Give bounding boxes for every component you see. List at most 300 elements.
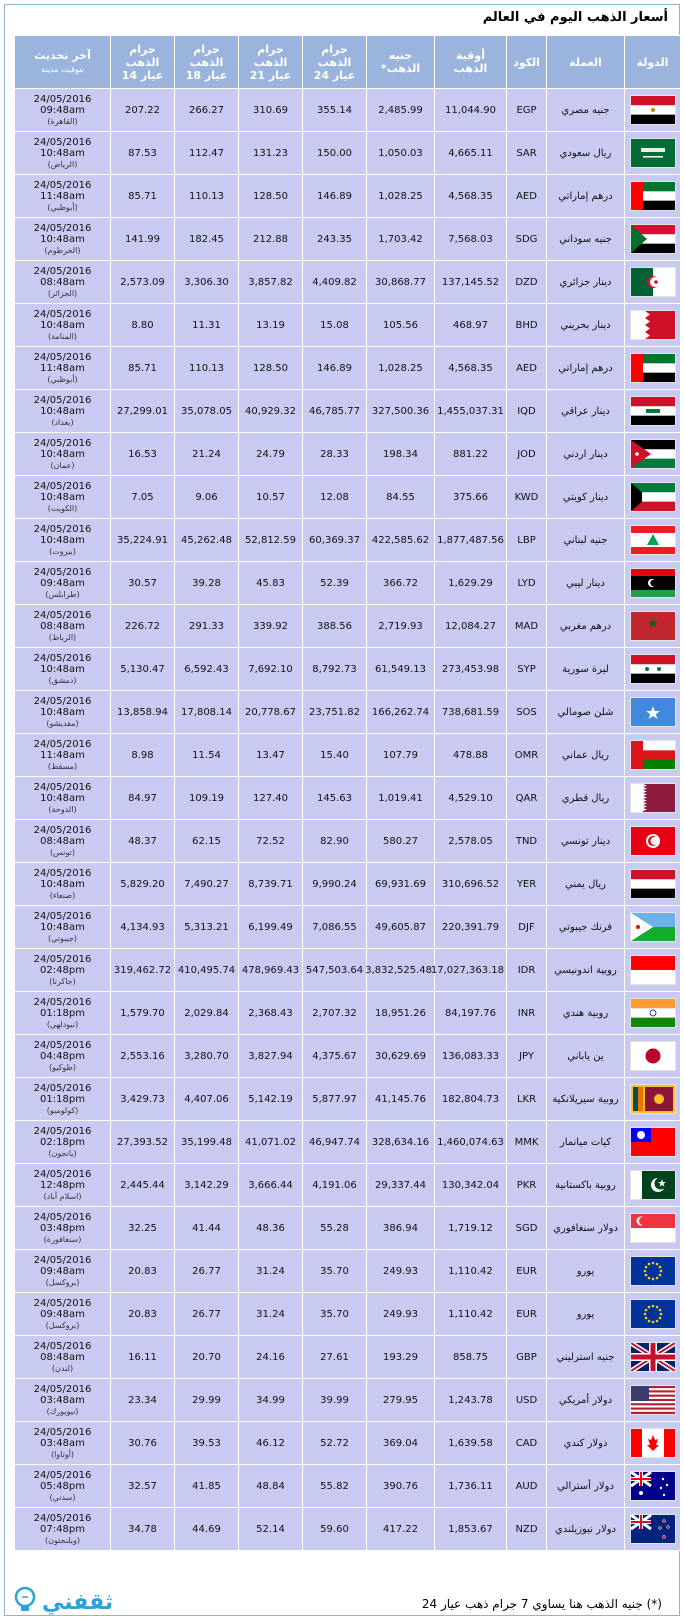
currency-code: OMR: [507, 734, 547, 777]
update-date: 24/05/2016: [33, 1125, 92, 1137]
gram-21-price: 52.14: [239, 1508, 303, 1551]
gram-18-price: 26.77: [175, 1293, 239, 1336]
gram-24-price: 52.72: [303, 1422, 367, 1465]
update-date: 24/05/2016: [33, 1383, 92, 1395]
currency-name: جنيه استرليني: [547, 1336, 625, 1379]
last-update-cell: [15, 433, 111, 476]
gram-24-price: 7,086.55: [303, 906, 367, 949]
ounce-price: 375.66: [435, 476, 507, 519]
gram-21-price: 2,368.43: [239, 992, 303, 1035]
update-date: 24/05/2016: [33, 222, 92, 234]
ounce-price: 1,877,487.56: [435, 519, 507, 562]
gram-14-price: 319,462.72: [111, 949, 175, 992]
country-flag-cell: [625, 605, 681, 648]
tunisia-flag-icon: [630, 826, 676, 856]
gram-14-price: 141.99: [111, 218, 175, 261]
ounce-price: 1,629.29: [435, 562, 507, 605]
header-gram-24: [303, 36, 367, 89]
gram-24-price: 15.40: [303, 734, 367, 777]
last-update-cell: [15, 1121, 111, 1164]
pound-price: 193.29: [367, 1336, 435, 1379]
currency-code: SGD: [507, 1207, 547, 1250]
update-city: (جيبوتي): [47, 933, 78, 943]
singapore-flag-icon: [630, 1213, 676, 1243]
last-update-cell: [15, 1293, 111, 1336]
gram-14-price: 1,579.70: [111, 992, 175, 1035]
update-city: (مقديشو): [46, 718, 79, 728]
currency-name: دولار أسترالي: [547, 1465, 625, 1508]
currency-code: LBP: [507, 519, 547, 562]
header-g21-l2: الذهب: [253, 55, 288, 69]
update-time: 07:48pm: [40, 1523, 85, 1535]
ounce-price: 1,455,037.31: [435, 390, 507, 433]
currency-code: DJF: [507, 906, 547, 949]
country-flag-cell: [625, 1422, 681, 1465]
table-row: [15, 648, 681, 691]
gram-24-price: 547,503.64: [303, 949, 367, 992]
australia-flag-icon: [630, 1471, 676, 1501]
ounce-price: 84,197.76: [435, 992, 507, 1035]
currency-name: يورو: [547, 1250, 625, 1293]
gram-21-price: 3,857.82: [239, 261, 303, 304]
update-time: 10:48am: [40, 706, 85, 718]
country-flag-cell: [625, 1207, 681, 1250]
gram-14-price: 34.78: [111, 1508, 175, 1551]
currency-code: EGP: [507, 89, 547, 132]
gram-14-price: 13,858.94: [111, 691, 175, 734]
update-city: (الخرطوم): [44, 245, 81, 255]
last-update-cell: [15, 992, 111, 1035]
ounce-price: 1,639.58: [435, 1422, 507, 1465]
header-gram-18: [175, 36, 239, 89]
pound-price: 249.93: [367, 1250, 435, 1293]
update-date: 24/05/2016: [33, 824, 92, 836]
ounce-price: 4,665.11: [435, 132, 507, 175]
pound-price: 417.22: [367, 1508, 435, 1551]
update-time: 01:18pm: [40, 1093, 85, 1105]
ounce-price: 1,243.78: [435, 1379, 507, 1422]
ounce-price: 1,110.42: [435, 1293, 507, 1336]
somalia-flag-icon: [630, 697, 676, 727]
table-row: [15, 1293, 681, 1336]
currency-name: دينار تونسي: [547, 820, 625, 863]
gram-24-price: 27.61: [303, 1336, 367, 1379]
gram-14-price: 85.71: [111, 175, 175, 218]
usa-flag-icon: [630, 1385, 676, 1415]
gram-18-price: 21.24: [175, 433, 239, 476]
uk-flag-icon: [630, 1342, 676, 1372]
update-city: (مسقط): [47, 761, 78, 771]
pound-price: 84.55: [367, 476, 435, 519]
gram-21-price: 127.40: [239, 777, 303, 820]
gram-14-price: 23.34: [111, 1379, 175, 1422]
gram-21-price: 5,142.19: [239, 1078, 303, 1121]
gram-18-price: 26.77: [175, 1250, 239, 1293]
update-city: (نيويورك): [46, 1406, 79, 1416]
update-time: 10:48am: [40, 921, 85, 933]
update-time: 10:48am: [40, 534, 85, 546]
currency-code: MMK: [507, 1121, 547, 1164]
update-city: (الرياض): [47, 159, 78, 169]
table-row: [15, 519, 681, 562]
ounce-price: 881.22: [435, 433, 507, 476]
update-time: 02:48pm: [40, 964, 85, 976]
country-flag-cell: [625, 1078, 681, 1121]
update-time: 11:48am: [40, 749, 85, 761]
update-date: 24/05/2016: [33, 265, 92, 277]
update-time: 02:18pm: [40, 1136, 85, 1148]
last-update-cell: [15, 89, 111, 132]
country-flag-cell: [625, 949, 681, 992]
gram-14-price: 27,393.52: [111, 1121, 175, 1164]
gram-21-price: 13.19: [239, 304, 303, 347]
update-time: 10:48am: [40, 878, 85, 890]
algeria-flag-icon: [630, 267, 676, 297]
currency-code: KWD: [507, 476, 547, 519]
country-flag-cell: [625, 1379, 681, 1422]
gram-21-price: 48.36: [239, 1207, 303, 1250]
gram-14-price: 20.83: [111, 1250, 175, 1293]
sudan-flag-icon: [630, 224, 676, 254]
update-city: (صنعاء): [49, 890, 76, 900]
gram-24-price: 55.28: [303, 1207, 367, 1250]
ounce-price: 220,391.79: [435, 906, 507, 949]
header-g21-l3: عيار 21: [249, 68, 292, 82]
table-row: [15, 175, 681, 218]
gram-24-price: 28.33: [303, 433, 367, 476]
pound-price: 327,500.36: [367, 390, 435, 433]
currency-code: AED: [507, 347, 547, 390]
gram-21-price: 41,071.02: [239, 1121, 303, 1164]
currency-name: روبية سيريلانكية: [547, 1078, 625, 1121]
currency-code: IDR: [507, 949, 547, 992]
gram-21-price: 10.57: [239, 476, 303, 519]
ounce-price: 1,460,074.63: [435, 1121, 507, 1164]
currency-code: DZD: [507, 261, 547, 304]
currency-code: JPY: [507, 1035, 547, 1078]
pound-price: 69,931.69: [367, 863, 435, 906]
update-city: (سدني): [49, 1492, 76, 1502]
gram-14-price: 7.05: [111, 476, 175, 519]
pound-price: 61,549.13: [367, 648, 435, 691]
update-city: (نيودلهي): [46, 1019, 79, 1029]
header-update-l1: آخر تحديث: [34, 48, 91, 62]
gram-24-price: 59.60: [303, 1508, 367, 1551]
country-flag-cell: [625, 1508, 681, 1551]
gram-18-price: 5,313.21: [175, 906, 239, 949]
last-update-cell: [15, 691, 111, 734]
header-g14-l3: عيار 14: [121, 68, 164, 82]
currency-code: AED: [507, 175, 547, 218]
update-city: (يانجون): [48, 1148, 77, 1158]
update-time: 01:18pm: [40, 1007, 85, 1019]
update-date: 24/05/2016: [33, 1211, 92, 1223]
update-city: (المنامة): [48, 331, 77, 341]
pound-price: 328,634.16: [367, 1121, 435, 1164]
country-flag-cell: [625, 390, 681, 433]
currency-name: ريال قطري: [547, 777, 625, 820]
table-row: [15, 691, 681, 734]
currency-code: SOS: [507, 691, 547, 734]
update-city: (بروكسل): [45, 1277, 80, 1287]
gram-24-price: 52.39: [303, 562, 367, 605]
pound-price: 390.76: [367, 1465, 435, 1508]
update-time: 10:48am: [40, 491, 85, 503]
gram-14-price: 5,130.47: [111, 648, 175, 691]
update-city: (كولومبو): [46, 1105, 79, 1115]
gram-14-price: 16.53: [111, 433, 175, 476]
pound-price: 366.72: [367, 562, 435, 605]
update-time: 12:48pm: [40, 1179, 85, 1191]
indonesia-flag-icon: [630, 955, 676, 985]
update-city: (طرابلس): [45, 589, 80, 599]
srilanka-flag-icon: [630, 1084, 676, 1114]
gram-14-price: 16.11: [111, 1336, 175, 1379]
jordan-flag-icon: [630, 439, 676, 469]
gram-18-price: 182.45: [175, 218, 239, 261]
table-body: [15, 89, 681, 1551]
gram-24-price: 4,409.82: [303, 261, 367, 304]
pound-price: 580.27: [367, 820, 435, 863]
table-row: [15, 261, 681, 304]
last-update-cell: [15, 820, 111, 863]
update-date: 24/05/2016: [33, 1512, 92, 1524]
country-flag-cell: [625, 89, 681, 132]
table-row: [15, 390, 681, 433]
table-row: [15, 1465, 681, 1508]
gram-24-price: 12.08: [303, 476, 367, 519]
update-time: 11:48am: [40, 362, 85, 374]
ounce-price: 17,027,363.18: [435, 949, 507, 992]
gram-18-price: 112.47: [175, 132, 239, 175]
currency-name: ين ياباني: [547, 1035, 625, 1078]
pound-price: 369.04: [367, 1422, 435, 1465]
pound-price: 107.79: [367, 734, 435, 777]
last-update-cell: [15, 1336, 111, 1379]
update-time: 10:48am: [40, 663, 85, 675]
pound-price: 2,719.93: [367, 605, 435, 648]
gram-18-price: 35,199.48: [175, 1121, 239, 1164]
saudi-flag-icon: [630, 138, 676, 168]
gram-24-price: 146.89: [303, 175, 367, 218]
country-flag-cell: [625, 347, 681, 390]
currency-code: LKR: [507, 1078, 547, 1121]
update-date: 24/05/2016: [33, 93, 92, 105]
gram-24-price: 355.14: [303, 89, 367, 132]
table-header-row: [15, 36, 681, 89]
table-row: [15, 906, 681, 949]
ounce-price: 136,083.33: [435, 1035, 507, 1078]
currency-code: LYD: [507, 562, 547, 605]
update-date: 24/05/2016: [33, 179, 92, 191]
last-update-cell: [15, 519, 111, 562]
update-time: 10:48am: [40, 405, 85, 417]
logo-text: ثقفني: [42, 1589, 114, 1615]
update-date: 24/05/2016: [33, 996, 92, 1008]
gram-18-price: 410,495.74: [175, 949, 239, 992]
update-time: 10:48am: [40, 319, 85, 331]
gram-14-price: 2,573.09: [111, 261, 175, 304]
currency-name: ريال سعودي: [547, 132, 625, 175]
country-flag-cell: [625, 1035, 681, 1078]
gram-21-price: 310.69: [239, 89, 303, 132]
last-update-cell: [15, 734, 111, 777]
country-flag-cell: [625, 691, 681, 734]
gram-18-price: 39.28: [175, 562, 239, 605]
currency-name: دولار أمريكي: [547, 1379, 625, 1422]
site-logo: [12, 1586, 113, 1618]
currency-name: روبية اندونيسي: [547, 949, 625, 992]
pound-price: 249.93: [367, 1293, 435, 1336]
update-city: (الرباط): [48, 632, 77, 642]
update-date: 24/05/2016: [33, 308, 92, 320]
update-date: 24/05/2016: [33, 136, 92, 148]
last-update-cell: [15, 863, 111, 906]
update-time: 11:48am: [40, 190, 85, 202]
currency-name: ليرة سورية: [547, 648, 625, 691]
update-date: 24/05/2016: [33, 523, 92, 535]
last-update-cell: [15, 1207, 111, 1250]
update-date: 24/05/2016: [33, 910, 92, 922]
country-flag-cell: [625, 992, 681, 1035]
update-city: (لندن): [51, 1363, 74, 1373]
currency-name: دينار عراقي: [547, 390, 625, 433]
currency-name: دولار كندي: [547, 1422, 625, 1465]
currency-name: درهم إماراتي: [547, 175, 625, 218]
currency-name: كيات ميانمار: [547, 1121, 625, 1164]
update-date: 24/05/2016: [33, 867, 92, 879]
pound-price: 18,951.26: [367, 992, 435, 1035]
currency-code: AUD: [507, 1465, 547, 1508]
table-row: [15, 1164, 681, 1207]
gram-24-price: 15.08: [303, 304, 367, 347]
gram-14-price: 20.83: [111, 1293, 175, 1336]
table-row: [15, 132, 681, 175]
update-time: 10:48am: [40, 147, 85, 159]
oman-flag-icon: [630, 740, 676, 770]
table-row: [15, 1078, 681, 1121]
gram-14-price: 226.72: [111, 605, 175, 648]
gram-21-price: 339.92: [239, 605, 303, 648]
gram-14-price: 30.76: [111, 1422, 175, 1465]
table-row: [15, 1250, 681, 1293]
update-time: 08:48am: [40, 276, 85, 288]
table-row: [15, 433, 681, 476]
update-city: (أبوظبي): [47, 374, 78, 384]
last-update-cell: [15, 605, 111, 648]
country-flag-cell: [625, 1164, 681, 1207]
country-flag-cell: [625, 777, 681, 820]
pound-price: 422,585.62: [367, 519, 435, 562]
table-row: [15, 992, 681, 1035]
gram-18-price: 266.27: [175, 89, 239, 132]
country-flag-cell: [625, 304, 681, 347]
update-date: 24/05/2016: [33, 351, 92, 363]
currency-name: جنيه مصري: [547, 89, 625, 132]
update-date: 24/05/2016: [33, 609, 92, 621]
gram-14-price: 8.98: [111, 734, 175, 777]
update-city: (أبوظبي): [47, 202, 78, 212]
pound-price: 49,605.87: [367, 906, 435, 949]
update-city: (تونس): [49, 847, 76, 857]
update-time: 03:48am: [40, 1437, 85, 1449]
lightbulb-icon: [12, 1586, 38, 1618]
currency-code: NZD: [507, 1508, 547, 1551]
country-flag-cell: [625, 132, 681, 175]
currency-code: BHD: [507, 304, 547, 347]
update-city: (اسلام آباد): [43, 1191, 82, 1201]
ounce-price: 182,804.73: [435, 1078, 507, 1121]
country-flag-cell: [625, 218, 681, 261]
gram-18-price: 39.53: [175, 1422, 239, 1465]
update-time: 09:48am: [40, 577, 85, 589]
gram-21-price: 128.50: [239, 347, 303, 390]
pound-price: 30,868.77: [367, 261, 435, 304]
gram-18-price: 3,306.30: [175, 261, 239, 304]
gram-24-price: 23,751.82: [303, 691, 367, 734]
ounce-price: 11,044.90: [435, 89, 507, 132]
currency-name: دينار كويتي: [547, 476, 625, 519]
update-date: 24/05/2016: [33, 781, 92, 793]
update-city: (الكويت): [47, 503, 78, 513]
header-g18-l1: جرام: [193, 42, 220, 56]
kuwait-flag-icon: [630, 482, 676, 512]
country-flag-cell: [625, 820, 681, 863]
table-row: [15, 347, 681, 390]
gram-21-price: 34.99: [239, 1379, 303, 1422]
update-time: 09:48am: [40, 1265, 85, 1277]
currency-code: PKR: [507, 1164, 547, 1207]
header-g18-l2: الذهب: [189, 55, 224, 69]
gram-21-price: 8,739.71: [239, 863, 303, 906]
update-date: 24/05/2016: [33, 480, 92, 492]
currency-code: USD: [507, 1379, 547, 1422]
gram-24-price: 35.70: [303, 1250, 367, 1293]
last-update-cell: [15, 949, 111, 992]
gram-21-price: 24.16: [239, 1336, 303, 1379]
table-row: [15, 1422, 681, 1465]
pound-price: 1,028.25: [367, 175, 435, 218]
gram-21-price: 72.52: [239, 820, 303, 863]
gram-21-price: 45.83: [239, 562, 303, 605]
country-flag-cell: [625, 1465, 681, 1508]
table-row: [15, 1121, 681, 1164]
gram-18-price: 110.13: [175, 347, 239, 390]
update-time: 08:48am: [40, 835, 85, 847]
update-date: 24/05/2016: [33, 1297, 92, 1309]
update-city: (ويلنجتون): [45, 1535, 80, 1545]
country-flag-cell: [625, 433, 681, 476]
gram-24-price: 9,990.24: [303, 863, 367, 906]
ounce-price: 273,453.98: [435, 648, 507, 691]
update-city: (الدوحة): [48, 804, 77, 814]
gram-14-price: 207.22: [111, 89, 175, 132]
last-update-cell: [15, 1164, 111, 1207]
bahrain-flag-icon: [630, 310, 676, 340]
gram-18-price: 7,490.27: [175, 863, 239, 906]
currency-code: QAR: [507, 777, 547, 820]
canada-flag-icon: [630, 1428, 676, 1458]
header-gram-14: [111, 36, 175, 89]
country-flag-cell: [625, 1336, 681, 1379]
gram-24-price: 150.00: [303, 132, 367, 175]
currency-name: دينار جزائري: [547, 261, 625, 304]
header-country: الدولة: [625, 36, 681, 89]
pound-price: 1,019.41: [367, 777, 435, 820]
last-update-cell: [15, 304, 111, 347]
gram-21-price: 46.12: [239, 1422, 303, 1465]
last-update-cell: [15, 218, 111, 261]
